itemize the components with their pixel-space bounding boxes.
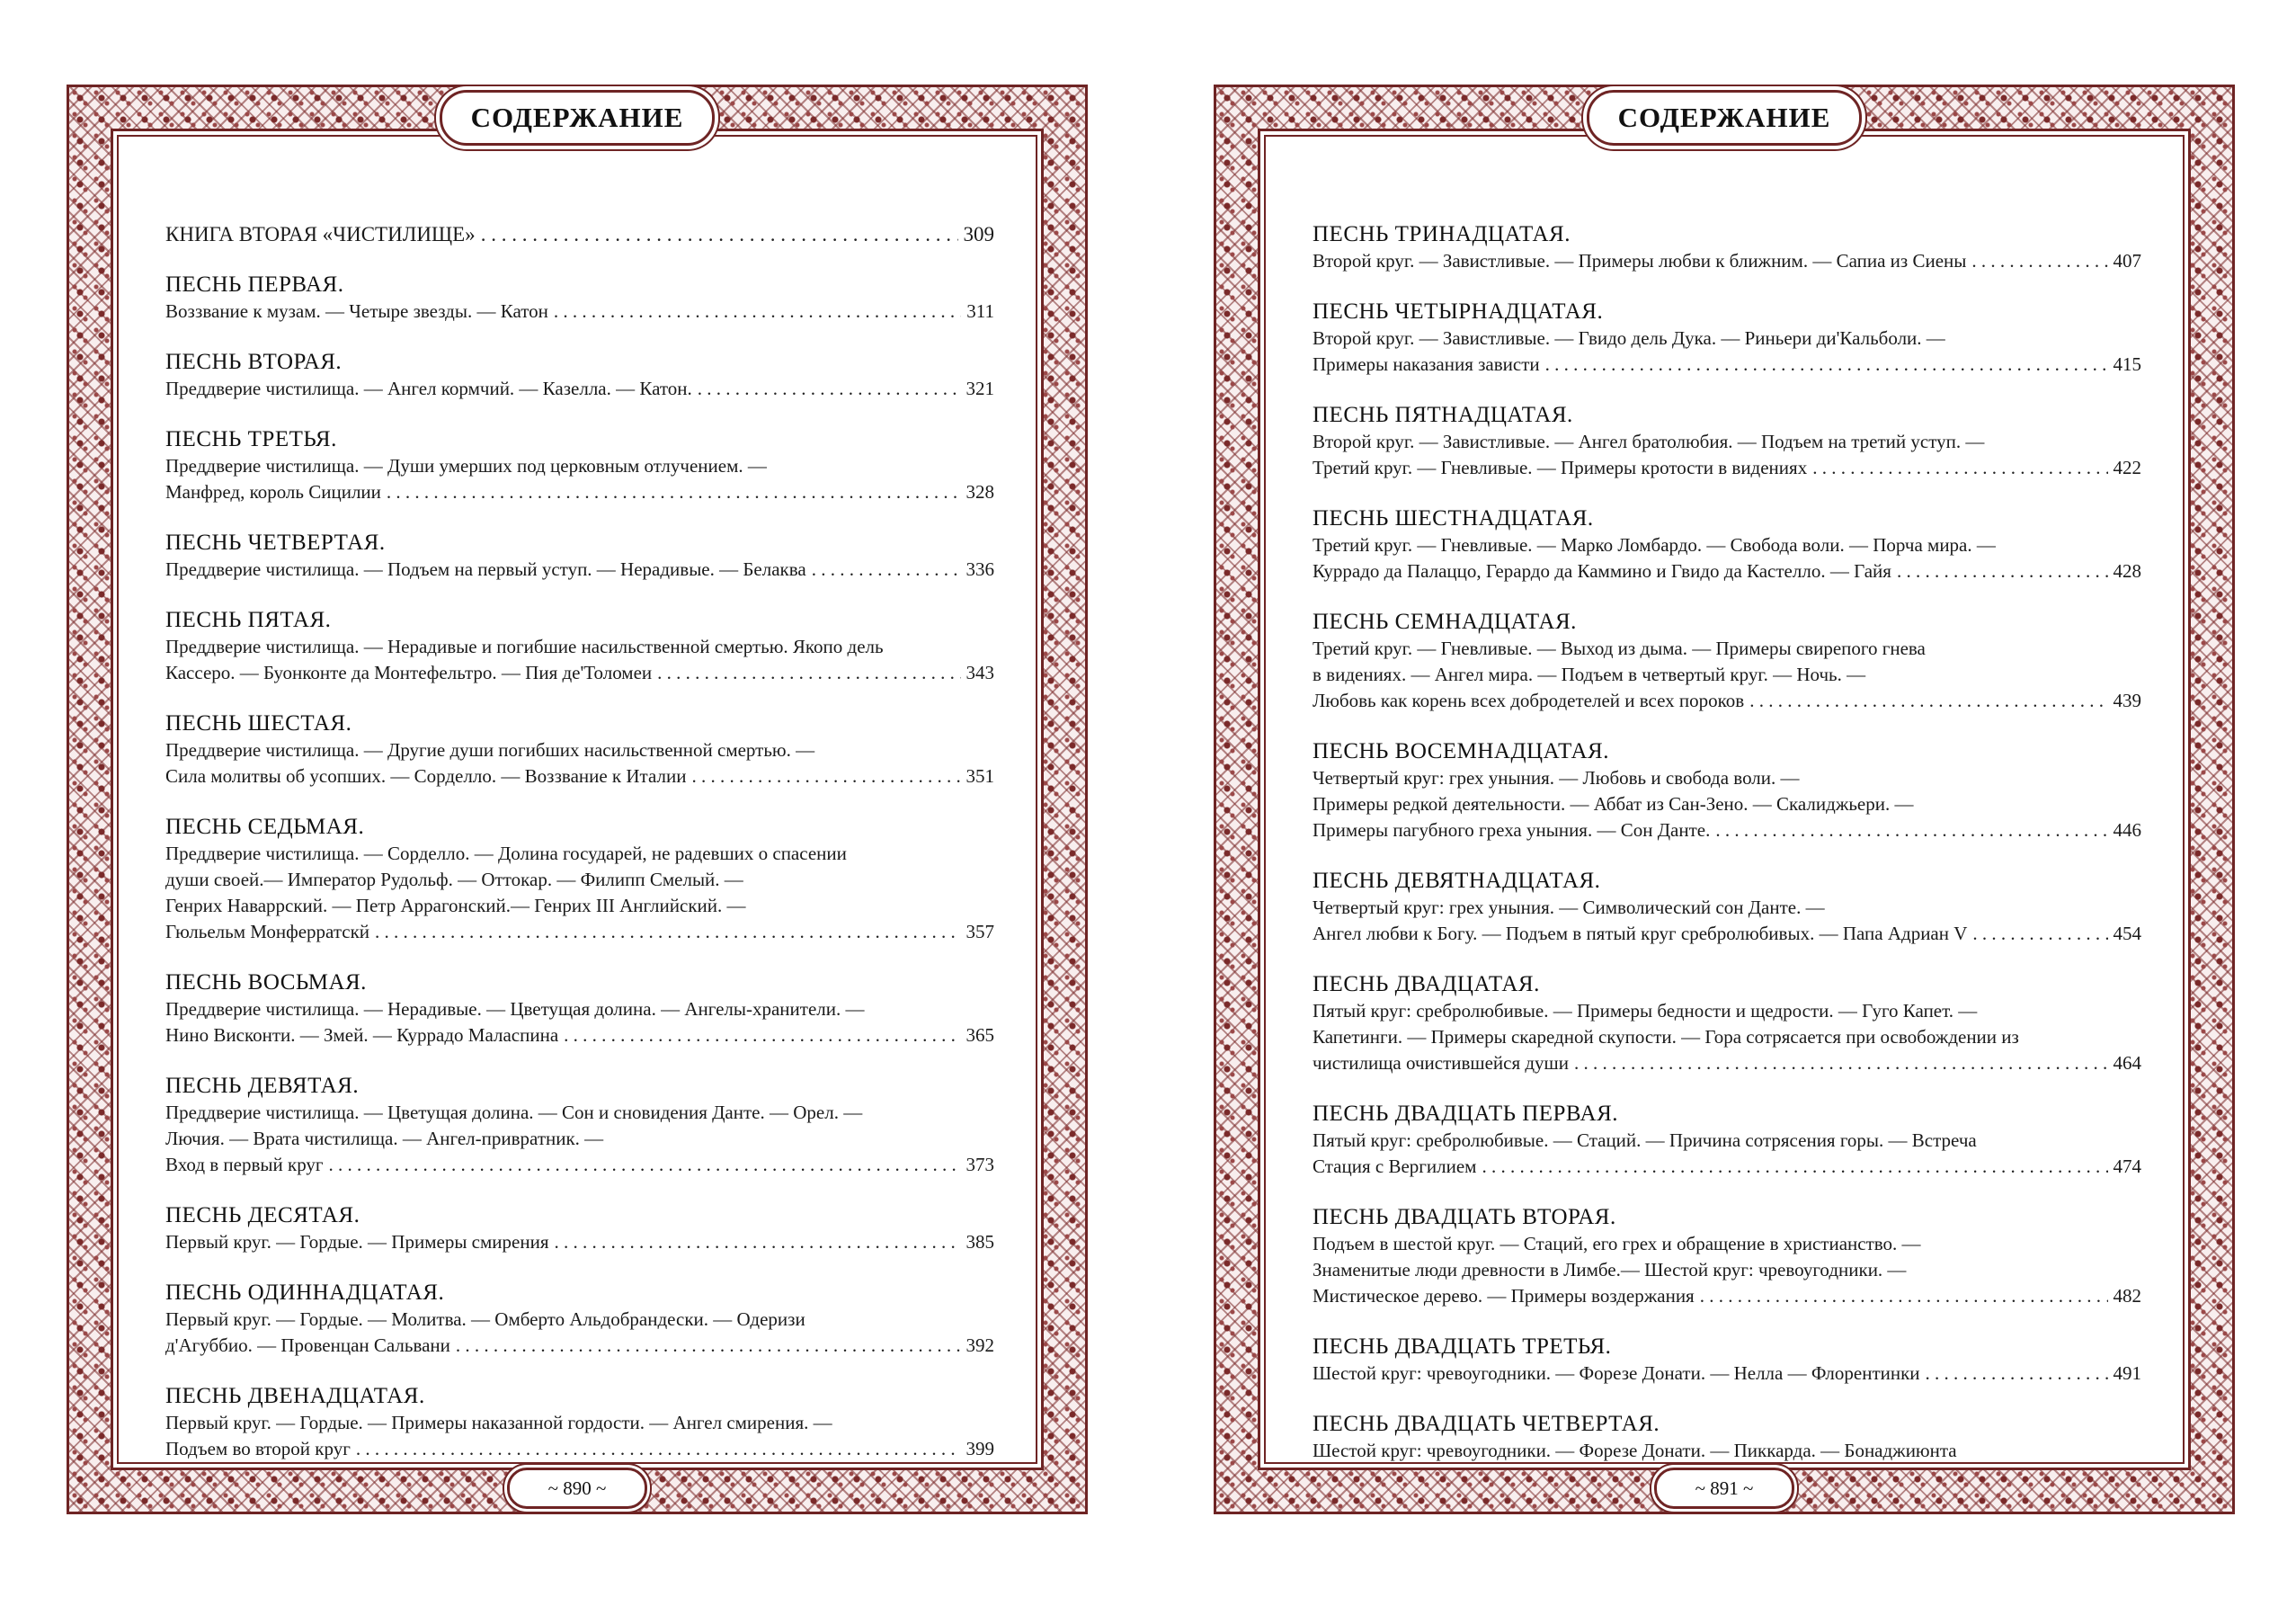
toc-entry-page: 482 <box>2113 1285 2141 1307</box>
leader-dots <box>1700 1283 2108 1309</box>
toc-entry-line: Пятый круг: сребролюбивые. — Стаций. — Причина сотрясения горы. — Встреча <box>1313 1129 1977 1151</box>
leader-dots <box>657 660 960 686</box>
toc-entry-line: Знаменитые люди древности в Лимбе.— Шестой круг: чревоугодники. — <box>1313 1259 1907 1280</box>
toc-entry-heading: ПЕСНЬ ПЕРВАЯ. <box>165 272 344 297</box>
toc-entry-page: 392 <box>966 1334 994 1356</box>
toc-entry-heading: ПЕСНЬ ДЕВЯТАЯ. <box>165 1074 360 1098</box>
page-title: СОДЕРЖАНИЕ <box>440 90 715 146</box>
toc-entry-page: 454 <box>2113 923 2141 944</box>
toc-entry[interactable] <box>1313 402 2141 481</box>
leader-dots <box>1545 352 2108 378</box>
toc-entry-page: 407 <box>2113 250 2141 272</box>
toc-entry-text: Третий круг. — Гневливые. — Примеры кротости в видениях <box>1313 457 1808 478</box>
toc-entry-text: Стация с Вергилием <box>1313 1156 1477 1177</box>
toc-entry[interactable] <box>1313 1411 2141 1464</box>
toc-entry[interactable] <box>1313 1101 2141 1180</box>
book-title-text: КНИГА ВТОРАЯ «ЧИСТИЛИЩЕ» <box>165 223 476 245</box>
toc-entry-line: Шестой круг: чревоугодники. — Форезе Донати. — Пиккарда. — Бонаджиюнта <box>1313 1440 1957 1461</box>
toc-entry-heading: ПЕСНЬ ТРЕТЬЯ. <box>165 427 337 451</box>
toc-entry-text: Куррадо да Палаццо, Герардо да Каммино и Гвидо да Кастелло. — Гайя <box>1313 560 1891 582</box>
toc-entry-last-line <box>1313 817 2141 843</box>
toc-entry-line: Второй круг. — Завистливые. — Ангел братолюбия. — Подъем на третий уступ. — <box>1313 431 1985 452</box>
toc-entry-line: Первый круг. — Гордые. — Примеры наказанной гордости. — Ангел смирения. — <box>165 1412 832 1433</box>
leader-dots <box>481 221 958 247</box>
toc-entry[interactable] <box>1313 1334 2141 1387</box>
toc-entry-line: Примеры редкой деятельности. — Аббат из Сан-Зено. — Скалиджьери. — <box>1313 793 1914 815</box>
toc-entry-line: Преддверие чистилища. — Нерадивые и погибшие насильственной смертью. Якопо дель <box>165 636 884 657</box>
leader-dots <box>698 376 961 402</box>
toc-entry-heading: ПЕСНЬ ПЯТНАДЦАТАЯ. <box>1313 403 1573 427</box>
toc-entry[interactable] <box>1313 505 2141 584</box>
toc-entry-text: Шестой круг: чревоугодники. — Форезе Донати. — Нелла — Флорентинки <box>1313 1362 1920 1384</box>
toc-entry-line: Четвертый круг: грех уныния. — Символический сон Данте. — <box>1313 897 1825 918</box>
toc-entry-text: Воззвание к музам. — Четыре звезды. — Катон <box>165 300 548 322</box>
leader-dots <box>456 1333 961 1359</box>
toc-entry[interactable] <box>165 814 994 945</box>
toc-entry-page: 373 <box>966 1154 994 1175</box>
leader-dots <box>375 919 960 945</box>
toc-entry-page: 428 <box>2113 560 2141 582</box>
toc-entry-last-line <box>1313 1361 2141 1387</box>
toc-entry-line: Генрих Наваррский. — Петр Аррагонский.— Генрих III Английский. — <box>165 895 746 916</box>
right-page <box>1214 85 2235 1514</box>
toc-entry-line: Третий круг. — Гневливые. — Выход из дыма. — Примеры свирепого гнева <box>1313 638 1926 659</box>
toc-entry-heading: ПЕСНЬ ОДИННАДЦАТАЯ. <box>165 1280 445 1305</box>
page-title: СОДЕРЖАНИЕ <box>1587 90 1862 146</box>
leader-dots <box>691 763 960 790</box>
toc-entry-heading: ПЕСНЬ ДЕВЯТНАДЦАТАЯ. <box>1313 869 1601 893</box>
toc-entry-heading: ПЕСНЬ ЧЕТЫРНАДЦАТАЯ. <box>1313 299 1604 324</box>
toc-entry-last-line <box>165 1152 994 1178</box>
toc-entry-last-line <box>165 919 994 945</box>
toc-entry-line: Преддверие чистилища. — Сорделло. — Долина государей, не радевших о спасении <box>165 843 847 864</box>
right-toc <box>1313 221 2141 1488</box>
toc-entry-last-line <box>165 557 994 583</box>
toc-entry-last-line <box>1313 1154 2141 1180</box>
toc-entry-heading: ПЕСНЬ СЕДЬМАЯ. <box>165 815 365 839</box>
toc-entry-heading: ПЕСНЬ СЕМНАДЦАТАЯ. <box>1313 610 1577 634</box>
toc-entry[interactable] <box>165 607 994 686</box>
toc-entry-page: 351 <box>966 765 994 787</box>
toc-entry-text: Сила молитвы об усопших. — Сорделло. — Воззвание к Италии <box>165 765 687 787</box>
toc-entry[interactable] <box>165 710 994 790</box>
toc-entry-page: 422 <box>2113 457 2141 478</box>
right-entries <box>1313 221 2141 1464</box>
toc-entry-last-line <box>165 1436 994 1462</box>
toc-entry-line: Преддверие чистилища. — Нерадивые. — Цветущая долина. — Ангелы-хранители. — <box>165 998 865 1020</box>
toc-entry[interactable] <box>165 1280 994 1359</box>
toc-entry-heading: ПЕСНЬ ШЕСТНАДЦАТАЯ. <box>1313 506 1594 531</box>
toc-entry-line: Четвертый круг: грех уныния. — Любовь и свобода воли. — <box>1313 767 1800 789</box>
leader-dots <box>1812 455 2107 481</box>
toc-entry-line: Второй круг. — Завистливые. — Гвидо дель Дука. — Риньери ди'Кальболи. — <box>1313 327 1945 349</box>
toc-entry-heading: ПЕСНЬ ПЯТАЯ. <box>165 608 332 632</box>
toc-entry[interactable] <box>165 530 994 583</box>
toc-entry-page: 328 <box>966 481 994 503</box>
leader-dots <box>1715 817 2107 843</box>
toc-entry-page: 464 <box>2113 1052 2141 1074</box>
toc-entry[interactable] <box>165 426 994 505</box>
toc-entry-text: Манфред, король Сицилии <box>165 481 381 503</box>
leader-dots <box>812 557 961 583</box>
toc-entry-last-line <box>1313 558 2141 584</box>
toc-entry-heading: ПЕСНЬ ТРИНАДЦАТАЯ. <box>1313 222 1571 246</box>
toc-entry-line: Первый круг. — Гордые. — Молитва. — Омберто Альдобрандески. — Одеризи <box>165 1308 805 1330</box>
toc-entry-text: Гюльельм Монферратскй <box>165 921 370 942</box>
toc-entry-line: Пятый круг: сребролюбивые. — Примеры бедности и щедрости. — Гуго Капет. — <box>1313 1000 1978 1022</box>
toc-entry-line: Третий круг. — Гневливые. — Марко Ломбардо. — Свобода воли. — Порча мира. — <box>1313 534 1996 556</box>
toc-entry[interactable] <box>165 349 994 402</box>
toc-entry-page: 439 <box>2113 690 2141 711</box>
toc-entry-heading: ПЕСНЬ ДВАДЦАТАЯ. <box>1313 972 1540 996</box>
toc-entry-text: Любовь как корень всех добродетелей и всех пороков <box>1313 690 1745 711</box>
toc-entry-heading: ПЕСНЬ ЧЕТВЕРТАЯ. <box>165 531 386 555</box>
toc-entry-page: 321 <box>966 378 994 399</box>
leader-dots <box>1972 921 2107 947</box>
toc-entry[interactable] <box>1313 738 2141 843</box>
toc-entry-text: Нино Висконти. — Змей. — Куррадо Маласпина <box>165 1024 559 1046</box>
toc-entry-page: 365 <box>966 1024 994 1046</box>
leader-dots <box>329 1152 961 1178</box>
toc-entry-last-line <box>1313 1283 2141 1309</box>
toc-entry-text: Преддверие чистилища. — Ангел кормчий. — Казелла. — Катон. <box>165 378 692 399</box>
toc-entry[interactable] <box>165 1383 994 1462</box>
toc-entry[interactable] <box>1313 1204 2141 1309</box>
toc-entry-last-line <box>165 299 994 325</box>
toc-entry-heading: ПЕСНЬ ДВАДЦАТЬ ВТОРАЯ. <box>1313 1205 1616 1229</box>
toc-entry-page: 446 <box>2113 819 2141 841</box>
toc-entry-text: Мистическое дерево. — Примеры воздержания <box>1313 1285 1695 1307</box>
toc-entry-text: Вход в первый круг <box>165 1154 324 1175</box>
toc-entry-line: Лючия. — Врата чистилища. — Ангел-привратник. — <box>165 1128 604 1149</box>
toc-entry-page: 474 <box>2113 1156 2141 1177</box>
toc-entry[interactable] <box>165 969 994 1048</box>
leader-dots <box>1574 1050 2108 1076</box>
toc-entry-heading: ПЕСНЬ ВТОРАЯ. <box>165 350 343 374</box>
leader-dots <box>1482 1154 2107 1180</box>
toc-entry-page: 399 <box>966 1438 994 1459</box>
toc-entry-text: Примеры пагубного греха уныния. — Сон Данте. <box>1313 819 1711 841</box>
toc-entry[interactable] <box>1313 609 2141 714</box>
toc-entry-line: Капетинги. — Примеры скаредной скупости. — Гора сотрясается при освобождении из <box>1313 1026 2019 1048</box>
toc-entry-last-line <box>165 660 994 686</box>
leader-dots <box>1971 248 2107 274</box>
toc-entry-last-line <box>1313 352 2141 378</box>
leader-dots <box>564 1022 960 1048</box>
toc-book-title[interactable] <box>165 221 994 247</box>
toc-entry-line: в видениях. — Ангел мира. — Подъем в четвертый круг. — Ночь. — <box>1313 664 1866 685</box>
toc-entry-page: 491 <box>2113 1362 2141 1384</box>
toc-entry-heading: ПЕСНЬ ВОСЬМАЯ. <box>165 970 367 995</box>
toc-entry-last-line <box>165 1229 994 1255</box>
toc-entry-text: Ангел любви к Богу. — Подъем в пятый круг сребролюбивых. — Папа Адриан V <box>1313 923 1968 944</box>
toc-entry-text: Подъем во второй круг <box>165 1438 351 1459</box>
leader-dots <box>554 1229 960 1255</box>
toc-entry-page: 385 <box>966 1231 994 1253</box>
leader-dots <box>356 1436 961 1462</box>
left-toc <box>165 221 994 1486</box>
page-number: ~ 891 ~ <box>1654 1468 1794 1509</box>
toc-entry-line: Преддверие чистилища. — Другие души погибших насильственной смертью. — <box>165 739 815 761</box>
toc-entry-heading: ПЕСНЬ ДВАДЦАТЬ ЧЕТВЕРТАЯ. <box>1313 1412 1660 1436</box>
toc-entry-page: 343 <box>966 662 994 683</box>
toc-entry-text: Кассеро. — Буонконте да Монтефельтро. — Пия де'Толомеи <box>165 662 653 683</box>
toc-entry[interactable] <box>1313 868 2141 947</box>
toc-entry-text: Первый круг. — Гордые. — Примеры смирения <box>165 1231 549 1253</box>
right-page-inner <box>1258 129 2191 1470</box>
toc-entry-heading: ПЕСНЬ ДЕСЯТАЯ. <box>165 1203 360 1227</box>
toc-entry-last-line <box>1313 688 2141 714</box>
leader-dots <box>1926 1361 2108 1387</box>
leader-dots <box>387 479 961 505</box>
toc-entry-text: Преддверие чистилища. — Подъем на первый уступ. — Нерадивые. — Белаква <box>165 558 806 580</box>
toc-entry-line: Преддверие чистилища. — Души умерших под церковным отлучением. — <box>165 455 767 477</box>
toc-entry-heading: ПЕСНЬ ДВАДЦАТЬ ПЕРВАЯ. <box>1313 1102 1619 1126</box>
toc-entry-page: 336 <box>966 558 994 580</box>
toc-entry-text: Примеры наказания зависти <box>1313 353 1540 375</box>
toc-entry-last-line <box>1313 921 2141 947</box>
toc-entry-last-line <box>1313 1050 2141 1076</box>
toc-entry[interactable] <box>1313 971 2141 1076</box>
toc-entry[interactable] <box>165 272 994 325</box>
toc-entry-last-line <box>165 479 994 505</box>
toc-entry-line: Преддверие чистилища. — Цветущая долина. — Сон и сновидения Данте. — Орел. — <box>165 1102 863 1123</box>
toc-entry-last-line <box>165 763 994 790</box>
toc-entry[interactable] <box>165 1073 994 1178</box>
toc-entry-line: Подъем в шестой круг. — Стаций, его грех и обращение в христианство. — <box>1313 1233 1921 1254</box>
toc-entry-last-line <box>165 1333 994 1359</box>
page-number: ~ 890 ~ <box>507 1468 647 1509</box>
toc-entry-text: Второй круг. — Завистливые. — Примеры любви к ближним. — Сапиа из Сиены <box>1313 250 1967 272</box>
left-page-inner <box>111 129 1044 1470</box>
leader-dots <box>554 299 961 325</box>
toc-entry-text: д'Агуббио. — Провенцан Сальвани <box>165 1334 450 1356</box>
toc-entry-last-line <box>165 376 994 402</box>
toc-entry-text: чистилища очистившейся души <box>1313 1052 1569 1074</box>
toc-entry-heading: ПЕСНЬ ШЕСТАЯ. <box>165 711 352 736</box>
toc-entry-heading: ПЕСНЬ ДВЕНАДЦАТАЯ. <box>165 1384 425 1408</box>
toc-entry[interactable] <box>1313 221 2141 274</box>
leader-dots <box>1749 688 2107 714</box>
toc-entry[interactable] <box>165 1202 994 1255</box>
toc-entry-last-line <box>1313 455 2141 481</box>
toc-entry-page: 311 <box>966 300 994 322</box>
toc-entry-heading: ПЕСНЬ ВОСЕМНАДЦАТАЯ. <box>1313 739 1609 763</box>
toc-entry-last-line <box>1313 248 2141 274</box>
left-entries <box>165 272 994 1462</box>
toc-entry-line: души своей.— Император Рудольф. — Оттокар. — Филипп Смелый. — <box>165 869 743 890</box>
toc-entry-heading: ПЕСНЬ ДВАДЦАТЬ ТРЕТЬЯ. <box>1313 1334 1612 1359</box>
toc-entry-page: 357 <box>966 921 994 942</box>
left-page <box>67 85 1088 1514</box>
book-title-page: 309 <box>963 223 994 245</box>
leader-dots <box>1897 558 2108 584</box>
toc-entry[interactable] <box>1313 299 2141 378</box>
toc-entry-last-line <box>165 1022 994 1048</box>
toc-entry-page: 415 <box>2113 353 2141 375</box>
